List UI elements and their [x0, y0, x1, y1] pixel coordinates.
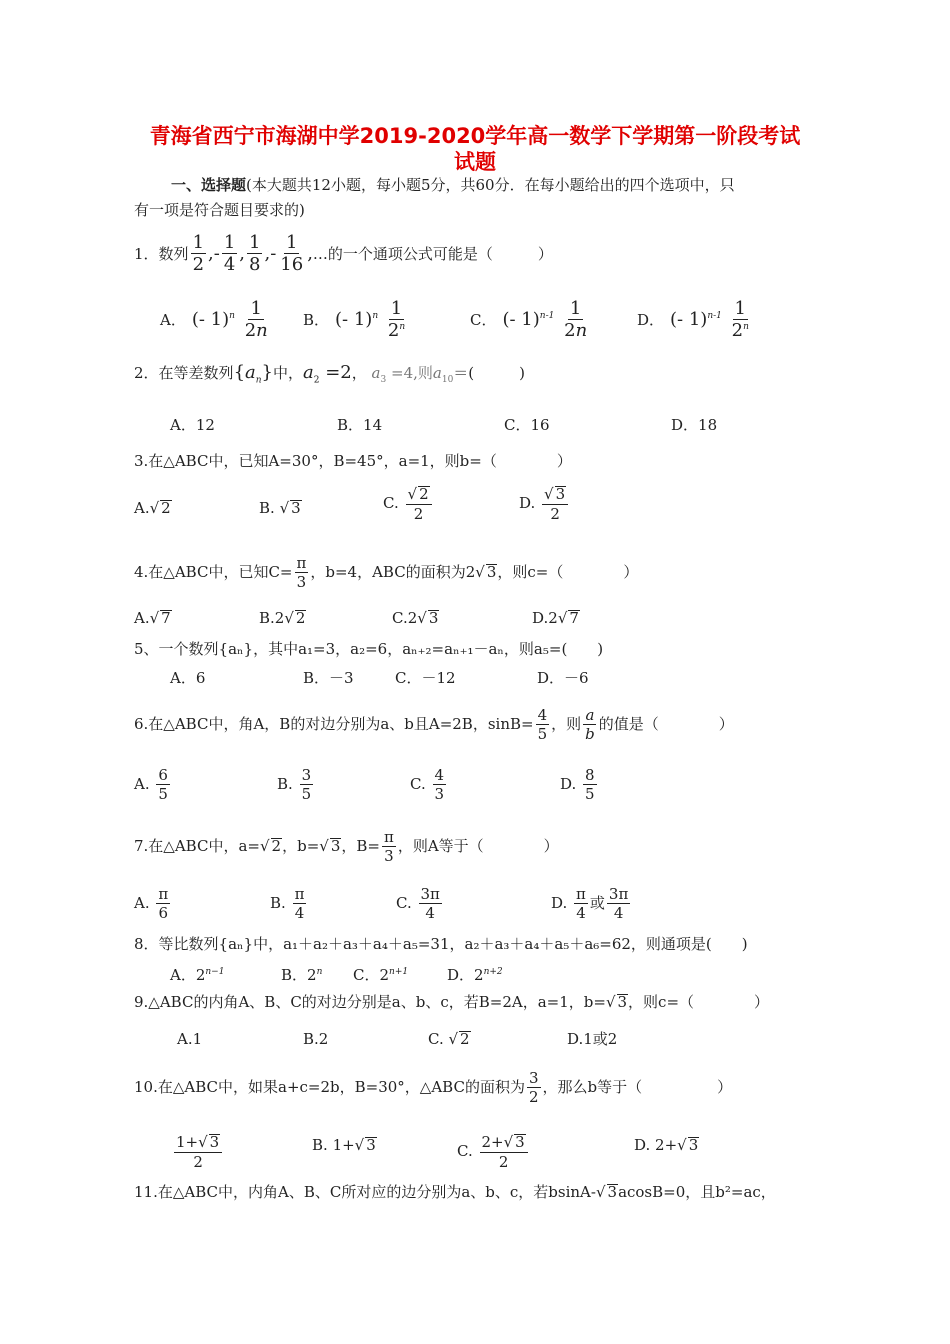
- question-6: 6.在△ABC中，角A，B的对边分别为a、b且A=2B，sinB= $\frac{4}{5}$ ，则 $\frac{a}{b}$ 的值是（ ）: [134, 706, 734, 743]
- question-1: 1．数列 $\frac{1}{2}$ ,- $\frac{1}{4}$ , $\frac{1}{8}$ ,- $\frac{1}{16}$ ,…的一个通项公式可能是（ ）: [134, 232, 553, 275]
- question-7: 7.在△ABC中，a=√ 2，b=√ 3，B= $\frac{\pi}{3}$ ，则A等于（ ）: [134, 828, 559, 865]
- q2-option-c: C．16: [504, 416, 550, 434]
- q3-option-b: B. √ 3: [259, 499, 301, 517]
- q4-option-a: A.√ 7: [134, 609, 171, 627]
- question-9: 9.△ABC的内角A、B、C的对边分别是a、b、c，若B=2A，a=1，b=√ 3，则c=（ ）: [134, 993, 770, 1011]
- q8-option-d: D．$2^{n+2}$: [447, 966, 503, 984]
- q10-option-a: $\frac{1+√ 3}{2}$: [172, 1134, 224, 1170]
- q8-option-b: B．2$^n$: [281, 966, 323, 984]
- q6-option-c: C. $\frac{4}{3}$: [410, 766, 445, 803]
- q7-option-a: A. $\frac{\pi}{6}$: [134, 885, 169, 922]
- q7-option-c: C. $\frac{3\pi}{4}$: [396, 885, 440, 922]
- question-8: 8．等比数列{aₙ}中，a₁＋a₂＋a₃＋a₄＋a₅=31，a₂＋a₃＋a₄＋a₅＋a₆=62，则通项是( ): [134, 935, 748, 953]
- q3-option-d: D. $\frac{√ 3}{2}$: [519, 486, 570, 522]
- q3-option-c: C. $\frac{√ 2}{2}$: [383, 486, 434, 522]
- q1-option-d: D． (- 1)$^{n-1}$ $\frac{1}{2^n}$: [637, 298, 749, 341]
- q2-option-b: B．14: [337, 416, 383, 434]
- section-intro-line1: 一、选择题(本大题共12小题，每小题5分，共60分．在每小题给出的四个选项中，只: [171, 176, 735, 194]
- q5-option-c: C．－12: [395, 669, 456, 687]
- q5-option-d: D．－6: [537, 669, 589, 687]
- section-intro-line2: 有一项是符合题目要求的): [134, 201, 305, 219]
- q9-option-d: D.1或2: [567, 1030, 618, 1048]
- q9-option-a: A.1: [177, 1030, 203, 1048]
- q7-option-d: D. $\frac{\pi}{4}$ 或 $\frac{3\pi}{4}$: [551, 885, 629, 922]
- question-3: 3.在△ABC中，已知A=30°，B=45°，a=1，则b=（ ）: [134, 452, 572, 470]
- question-5: 5、一个数列{aₙ}，其中a₁=3，a₂=6，aₙ₊₂=aₙ₊₁－aₙ，则a₅=( ): [134, 640, 604, 658]
- question-10: 10.在△ABC中，如果a+c=2b，B=30°，△ABC的面积为 $\frac{3}{2}$ ，那么b等于（ ）: [134, 1069, 733, 1106]
- q1-option-b: B． (- 1)$^n$ $\frac{1}{2^n}$: [303, 298, 406, 341]
- q4-option-c: C.2√ 3: [392, 609, 439, 627]
- q1-option-c: C． (- 1)$^{n-1}$ $\frac{1}{2n}$: [470, 298, 588, 341]
- q2-option-d: D．18: [671, 416, 718, 434]
- question-4: 4.在△ABC中，已知C= $\frac{\pi}{3}$ ，b=4，ABC的面积为2√ 3，则c=（ ）: [134, 554, 639, 591]
- section-heading: 一、选择题: [171, 176, 247, 194]
- q10-option-d: D. 2+√ 3: [634, 1136, 699, 1154]
- exam-title-line2: 试题: [454, 150, 496, 174]
- q8-option-c: C．$2^{n+1}$: [353, 966, 409, 984]
- exam-title-line1: 青海省西宁市海湖中学2019-2020学年高一数学下学期第一阶段考试: [149, 124, 801, 148]
- q9-option-c: C. √ 2: [428, 1030, 470, 1048]
- q10-option-c: C. $\frac{2+√ 3}{2}$: [457, 1134, 530, 1170]
- q3-option-a: A.√ 2: [134, 499, 171, 517]
- q9-option-b: B.2: [303, 1030, 329, 1048]
- q5-option-b: B．－3: [303, 669, 354, 687]
- q5-option-a: A．6: [170, 669, 206, 687]
- q2-option-a: A．12: [170, 416, 215, 434]
- q4-option-d: D.2√ 7: [532, 609, 579, 627]
- q7-option-b: B. $\frac{\pi}{4}$: [270, 885, 305, 922]
- q1-option-a: A． (- 1)$^n$ $\frac{1}{2n}$: [160, 298, 268, 341]
- q6-option-a: A. $\frac{6}{5}$: [134, 766, 168, 803]
- q8-option-a: A．$2^{n-1}$: [170, 966, 225, 984]
- q6-option-d: D. $\frac{8}{5}$: [560, 766, 595, 803]
- question-11: 11.在△ABC中，内角A、B、C所对应的边分别为a、b、c，若bsinA-√ 3acosB=0，且b²=ac，: [134, 1183, 776, 1201]
- question-2: 2．在等差数列$\{a_n\}$中，$a_2 =2$， $a_3 =4$,则$a_{10}=$( ): [134, 362, 526, 386]
- q10-option-b: B. 1+√ 3: [312, 1136, 376, 1154]
- q4-option-b: B.2√ 2: [259, 609, 306, 627]
- q6-option-b: B. $\frac{3}{5}$: [277, 766, 312, 803]
